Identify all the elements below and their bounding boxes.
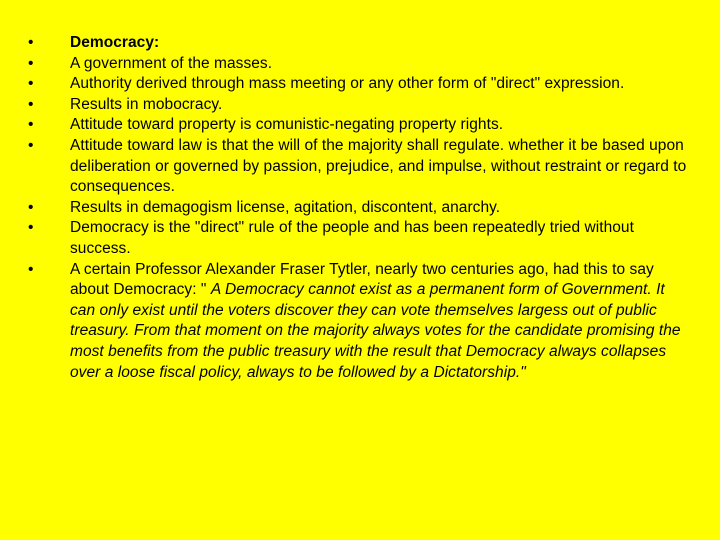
bullet-item-government-of-masses bbox=[28, 54, 688, 75]
bullet-icon: • bbox=[28, 75, 34, 93]
bullet-icon: • bbox=[28, 116, 34, 134]
bullet-text: Attitude toward property is comunistic-negating property rights. bbox=[70, 116, 504, 134]
bullet-item-tytler-quote bbox=[28, 260, 688, 384]
bullet-icon: • bbox=[28, 198, 34, 216]
bullet-icon: • bbox=[28, 219, 34, 237]
bullet-icon: • bbox=[28, 34, 34, 51]
tytler-quote-text: A Democracy cannot exist as a permanent form of Government. It can only exist until the voters discover they can vote themselves largess out of public treasury. From that moment on the majority always votes for the candidate promising the most benefits from the public treasury with the result that Democracy always collapses over a loose fiscal policy, always to be followed by a Dictatorship." bbox=[70, 281, 681, 381]
bullet-item-authority bbox=[28, 74, 688, 95]
bullet-text: A certain Professor Alexander Fraser Tytler, nearly two centuries ago, had this to say about Democracy: " bbox=[70, 260, 654, 299]
bullet-text: Democracy is the "direct" rule of the people and has been repeatedly tried without success. bbox=[70, 219, 634, 257]
bullet-icon: • bbox=[28, 136, 34, 154]
bullet-list bbox=[28, 33, 688, 383]
bullet-item-direct-rule bbox=[28, 218, 688, 259]
bullet-item-democracy-heading bbox=[28, 33, 688, 54]
bullet-text: Results in mobocracy. bbox=[70, 95, 223, 113]
bullet-text: A government of the masses. bbox=[70, 54, 273, 72]
bullet-text: Attitude toward law is that the will of the majority shall regulate. whether it be based upon deliberation or governed by passion, prejudice, and impulse, without restraint or regard to consequences. bbox=[70, 136, 687, 196]
bullet-item-property bbox=[28, 115, 688, 136]
bullet-text: Results in demagogism license, agitation, discontent, anarchy. bbox=[70, 198, 501, 216]
bullet-item-mobocracy bbox=[28, 95, 688, 116]
bullet-text: Authority derived through mass meeting or any other form of "direct" expression. bbox=[70, 75, 625, 93]
bullet-icon: • bbox=[28, 95, 34, 113]
bullet-icon: • bbox=[28, 260, 34, 278]
bullet-icon: • bbox=[28, 54, 34, 72]
bullet-item-law bbox=[28, 136, 688, 198]
bullet-item-demagogism bbox=[28, 198, 688, 219]
bullet-text: Democracy: bbox=[70, 34, 160, 51]
